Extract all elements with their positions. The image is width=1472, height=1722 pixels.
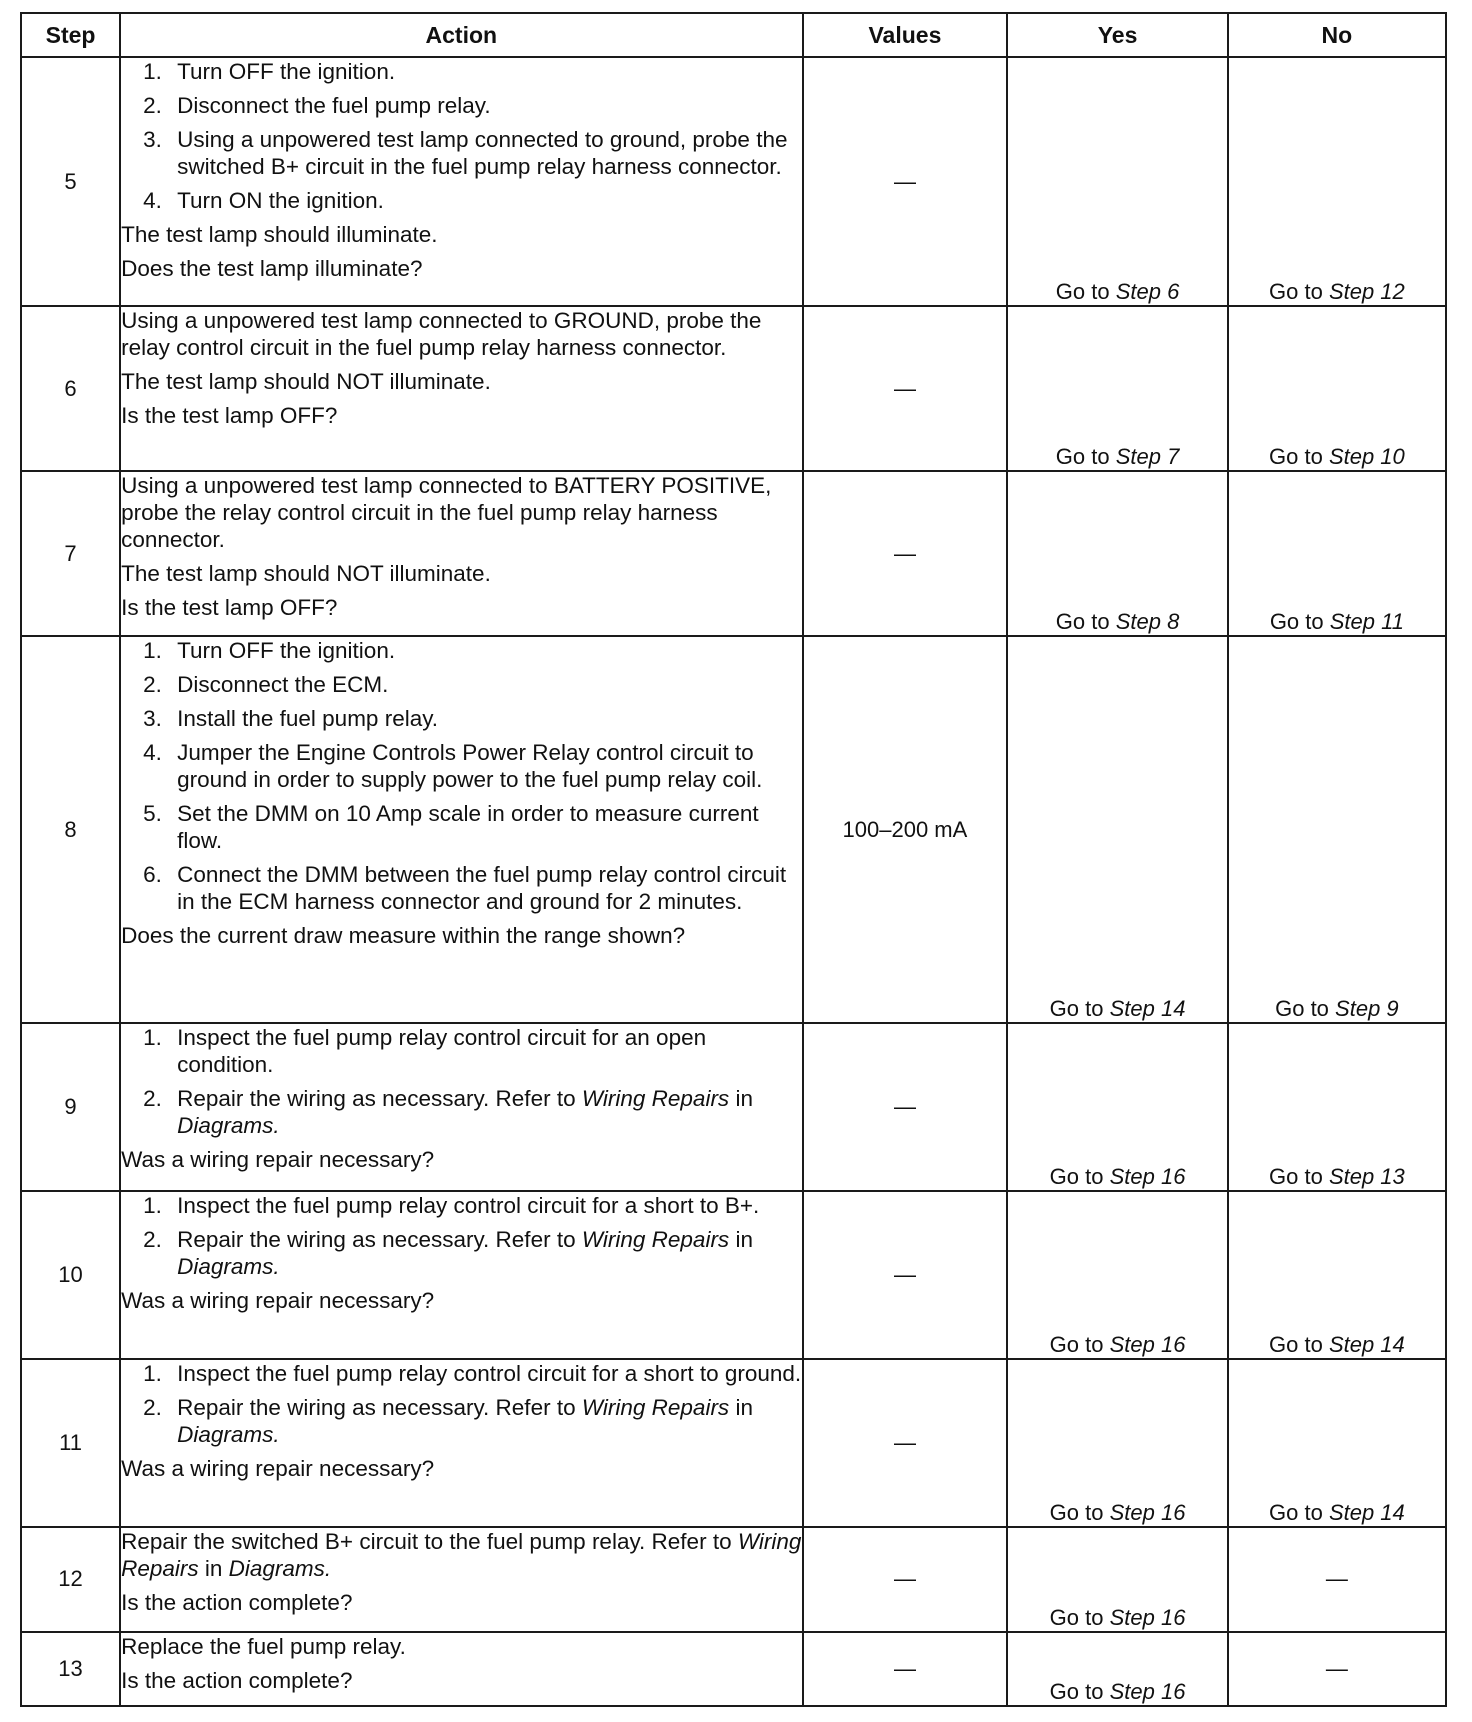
table-row (21, 306, 1446, 471)
wiring-repairs-link[interactable]: Wiring Repairs (121, 1528, 802, 1581)
goto-prefix: Go to (1269, 1164, 1323, 1190)
action-item: 1. Turn OFF the ignition. (143, 59, 396, 84)
yes-step-link[interactable]: Step 16 (1109, 1679, 1186, 1704)
action-cell (120, 636, 802, 1023)
goto-prefix: Go to (1269, 609, 1324, 635)
table-row (21, 1359, 1446, 1527)
no-step-link[interactable]: Step 12 (1328, 279, 1405, 305)
list-number: 3. (143, 127, 162, 152)
wiring-repairs-link[interactable]: Wiring Repairs (581, 1395, 730, 1421)
step-number: 10 (21, 1191, 120, 1359)
step-number: 9 (21, 1023, 120, 1191)
no-step-link[interactable]: Step 14 (1328, 1499, 1405, 1525)
goto-prefix: Go to (1049, 1604, 1104, 1630)
action-cell (120, 1359, 802, 1527)
ref-in: in (735, 1227, 753, 1253)
action-item: 6. Connect the DMM between the fuel pump relay control circuit in the ECM harness connector and ground for 2 minutes. (143, 862, 787, 915)
value-cell: — (803, 306, 1008, 471)
action-text: The test lamp should NOT illuminate. (121, 369, 491, 395)
step-number: 8 (21, 636, 120, 1023)
step-number: 12 (21, 1527, 120, 1632)
value-cell: — (803, 57, 1008, 306)
list-number: 2. (143, 1227, 162, 1253)
table-row (21, 1527, 1446, 1632)
goto-prefix: Go to (1269, 279, 1323, 305)
no-cell (1228, 1191, 1446, 1359)
goto-prefix: Go to (1049, 1499, 1104, 1525)
yes-step-link[interactable]: Step 8 (1115, 609, 1180, 635)
yes-step-link[interactable]: Step 16 (1109, 1499, 1186, 1525)
value-cell: 100–200 mA (803, 636, 1008, 1023)
list-number: 5. (143, 801, 162, 827)
action-text (121, 1528, 801, 1582)
list-number: 4. (143, 188, 162, 213)
yes-cell (1007, 471, 1227, 636)
action-question: Is the action complete? (121, 1589, 353, 1615)
value-cell: — (803, 1527, 1008, 1632)
action-text: Using a unpowered test lamp connected to BATTERY POSITIVE, probe the relay control circuit in the fuel pump relay harness connector. (121, 473, 772, 553)
action-text: Replace the fuel pump relay. (121, 1633, 406, 1659)
yes-cell (1007, 57, 1227, 306)
yes-step-link[interactable]: Step 16 (1109, 1332, 1186, 1358)
table-row (21, 636, 1446, 1023)
action-item: 3. Using a unpowered test lamp connected to ground, probe the switched B+ circuit in the fuel pump relay harness connector. (143, 127, 788, 179)
goto-prefix: Go to (1055, 609, 1110, 635)
action-question: Is the test lamp OFF? (121, 595, 338, 621)
action-text: Using a unpowered test lamp connected to GROUND, probe the relay control circuit in the fuel pump relay harness connector. (121, 308, 762, 361)
table-row (21, 471, 1446, 636)
action-cell (120, 1527, 802, 1632)
value-cell: — (803, 1359, 1008, 1527)
action-question: Does the current draw measure within the range shown? (121, 923, 686, 949)
action-item-text: Repair the wiring as necessary. Refer to (177, 1086, 582, 1112)
action-text: The test lamp should illuminate. (121, 222, 438, 247)
diagnostic-table (20, 12, 1447, 1707)
diagrams-link[interactable]: Diagrams. (177, 1254, 280, 1280)
no-cell (1228, 57, 1446, 306)
table-row (21, 1632, 1446, 1706)
step-number: 7 (21, 471, 120, 636)
step-number: 6 (21, 306, 120, 471)
yes-step-link[interactable]: Step 16 (1109, 1164, 1186, 1190)
no-step-link[interactable]: Step 13 (1328, 1164, 1405, 1190)
yes-cell (1007, 1527, 1227, 1632)
value-cell: — (803, 1632, 1008, 1706)
action-list (121, 58, 801, 214)
action-list (121, 1024, 801, 1139)
action-item (121, 1226, 801, 1280)
header-row (21, 13, 1446, 57)
action-question: Was a wiring repair necessary? (121, 1456, 435, 1482)
no-cell (1228, 306, 1446, 471)
action-cell (120, 1023, 802, 1191)
wiring-repairs-link[interactable]: Wiring Repairs (581, 1227, 730, 1253)
yes-cell (1007, 306, 1227, 471)
action-item: 2. Disconnect the fuel pump relay. (143, 93, 491, 118)
yes-cell (1007, 636, 1227, 1023)
table-row (21, 1023, 1446, 1191)
list-number: 3. (143, 706, 162, 732)
goto-prefix: Go to (1055, 444, 1110, 470)
no-step-link[interactable]: Step 11 (1329, 609, 1404, 635)
goto-prefix: Go to (1049, 1332, 1104, 1358)
yes-cell (1007, 1191, 1227, 1359)
yes-cell (1007, 1359, 1227, 1527)
header-step: Step (21, 13, 120, 57)
action-question: Was a wiring repair necessary? (121, 1288, 435, 1314)
action-item: 3. Install the fuel pump relay. (143, 706, 439, 732)
action-item: 1. Inspect the fuel pump relay control circuit for a short to ground. (143, 1361, 802, 1387)
no-step-link[interactable]: Step 10 (1328, 444, 1405, 470)
wiring-repairs-link[interactable]: Wiring Repairs (581, 1086, 730, 1112)
goto-prefix: Go to (1269, 1499, 1323, 1525)
header-action: Action (120, 13, 802, 57)
action-item: 4. Jumper the Engine Controls Power Relay control circuit to ground in order to supply power to the fuel pump relay coil. (143, 740, 763, 793)
ref-in: in (735, 1395, 753, 1421)
action-text: The test lamp should NOT illuminate. (121, 561, 491, 587)
step-number: 13 (21, 1632, 120, 1706)
action-list (121, 637, 801, 915)
action-item-text: Repair the wiring as necessary. Refer to (177, 1395, 582, 1421)
action-cell (120, 57, 802, 306)
action-item (121, 1394, 801, 1448)
step-number: 5 (21, 57, 120, 306)
goto-prefix: Go to (1269, 444, 1323, 470)
header-values: Values (803, 13, 1008, 57)
yes-cell (1007, 1023, 1227, 1191)
table-row (21, 57, 1446, 306)
yes-step-link[interactable]: Step 7 (1115, 444, 1180, 470)
no-cell (1228, 1023, 1446, 1191)
value-cell: — (803, 1023, 1008, 1191)
goto-prefix: Go to (1049, 1679, 1104, 1704)
goto-prefix: Go to (1269, 1332, 1323, 1358)
list-number: 1. (143, 1193, 162, 1219)
diagrams-link[interactable]: Diagrams. (177, 1422, 280, 1448)
action-item: 5. Set the DMM on 10 Amp scale in order to measure current flow. (143, 801, 759, 854)
action-item-text: Repair the wiring as necessary. Refer to (177, 1227, 582, 1253)
list-number: 2. (143, 1086, 162, 1112)
no-cell (1228, 636, 1446, 1023)
action-list (121, 1360, 801, 1448)
no-cell (1228, 1359, 1446, 1527)
no-cell: — (1228, 1527, 1446, 1632)
list-number: 1. (143, 1361, 162, 1387)
list-number: 2. (143, 1395, 162, 1421)
goto-prefix: Go to (1049, 1164, 1104, 1190)
action-item: 4. Turn ON the ignition. (143, 188, 384, 213)
ref-in: in (204, 1555, 223, 1581)
list-number: 4. (143, 740, 162, 766)
action-list (121, 1192, 801, 1280)
goto-prefix: Go to (1275, 996, 1329, 1022)
no-cell: — (1228, 1632, 1446, 1706)
header-yes: Yes (1007, 13, 1227, 57)
no-step-link[interactable]: Step 9 (1335, 996, 1399, 1022)
no-step-link[interactable]: Step 14 (1328, 1332, 1405, 1358)
action-item: 2. Disconnect the ECM. (143, 672, 389, 698)
action-item: 1. Turn OFF the ignition. (143, 638, 396, 664)
diagrams-link[interactable]: Diagrams. (177, 1113, 280, 1139)
action-cell (120, 306, 802, 471)
no-cell (1228, 471, 1446, 636)
action-cell (120, 1632, 802, 1706)
diagrams-link[interactable]: Diagrams. (228, 1555, 332, 1581)
action-item: 1. Inspect the fuel pump relay control circuit for a short to B+. (143, 1193, 760, 1219)
yes-step-link[interactable]: Step 16 (1109, 1604, 1186, 1630)
action-question: Is the test lamp OFF? (121, 403, 338, 429)
list-number: 1. (143, 1025, 162, 1051)
value-cell: — (803, 1191, 1008, 1359)
list-number: 1. (143, 59, 162, 84)
action-question: Is the action complete? (121, 1667, 353, 1693)
goto-prefix: Go to (1049, 996, 1104, 1022)
yes-step-link[interactable]: Step 14 (1109, 996, 1186, 1022)
action-item (121, 1085, 801, 1139)
ref-in: in (735, 1086, 753, 1112)
list-number: 1. (143, 638, 162, 664)
action-cell (120, 1191, 802, 1359)
action-item: 1. Inspect the fuel pump relay control circuit for an open condition. (143, 1025, 707, 1078)
value-cell: — (803, 471, 1008, 636)
action-text-lead: Repair the switched B+ circuit to the fuel pump relay. Refer to (121, 1528, 738, 1554)
list-number: 2. (143, 93, 162, 118)
goto-prefix: Go to (1055, 279, 1110, 305)
action-question: Does the test lamp illuminate? (121, 256, 423, 281)
list-number: 2. (143, 672, 162, 698)
header-no: No (1228, 13, 1446, 57)
step-number: 11 (21, 1359, 120, 1527)
action-question: Was a wiring repair necessary? (121, 1147, 435, 1173)
action-cell (120, 471, 802, 636)
list-number: 6. (143, 862, 162, 888)
yes-step-link[interactable]: Step 6 (1115, 279, 1180, 305)
table-row (21, 1191, 1446, 1359)
yes-cell (1007, 1632, 1227, 1706)
